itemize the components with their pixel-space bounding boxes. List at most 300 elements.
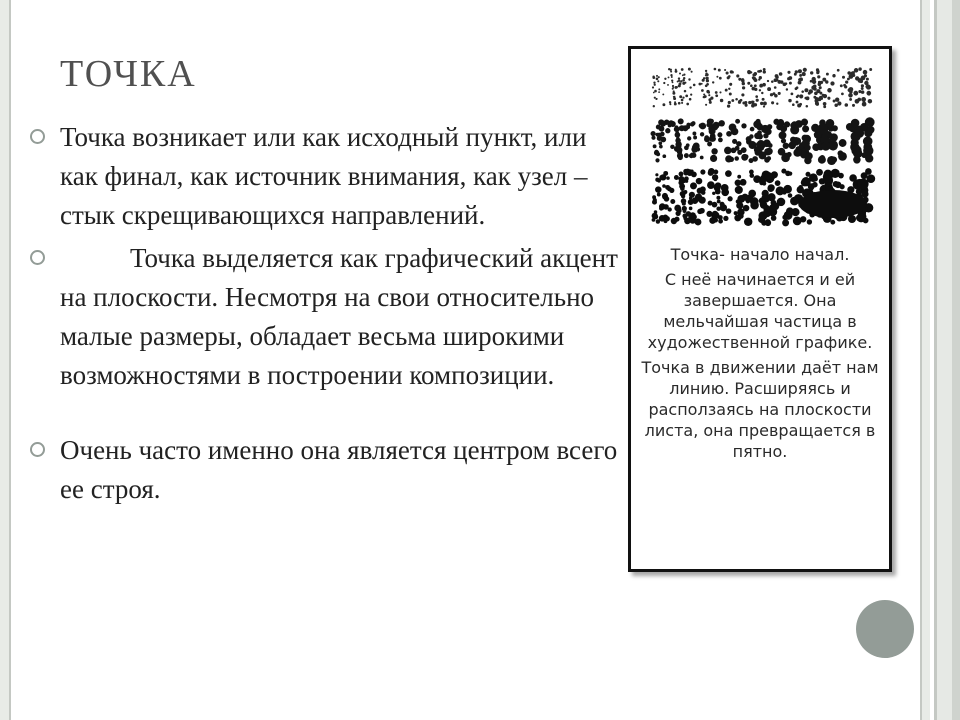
texture-dot	[735, 119, 740, 124]
texture-dot	[692, 132, 696, 136]
texture-dot	[686, 123, 690, 127]
texture-dot	[771, 101, 774, 104]
texture-dot	[869, 68, 872, 71]
texture-dot	[693, 84, 696, 87]
texture-dot	[799, 77, 803, 81]
texture-dot	[788, 193, 793, 198]
texture-dot	[670, 199, 675, 204]
texture-dot	[658, 91, 660, 93]
texture-dot	[757, 134, 763, 140]
texture-dot	[672, 87, 674, 89]
texture-dot	[850, 142, 859, 151]
texture-dot	[660, 121, 666, 127]
texture-dot	[655, 173, 658, 176]
texture-dot	[806, 96, 810, 100]
texture-dot	[670, 74, 672, 76]
texture-dot	[827, 88, 832, 93]
texture-dot	[771, 215, 777, 221]
texture-dot	[760, 102, 763, 105]
texture-dot	[688, 78, 690, 80]
texture-dot	[707, 142, 712, 147]
texture-dot	[735, 146, 740, 151]
texture-dot	[838, 173, 844, 179]
texture-dot	[652, 86, 654, 88]
texture-dot	[854, 68, 859, 73]
texture-dot	[794, 73, 797, 76]
texture-dot	[659, 126, 665, 132]
texture-dot	[786, 88, 788, 90]
texture-dot	[819, 157, 826, 164]
texture-dot	[796, 95, 799, 98]
slide-frame-right	[920, 0, 930, 720]
texture-dot	[737, 195, 745, 203]
texture-dot	[708, 94, 710, 96]
texture-dot	[760, 201, 767, 208]
texture-dot	[682, 96, 684, 98]
texture-dot	[762, 98, 765, 101]
texture-dot	[813, 96, 816, 99]
bullet-item	[30, 118, 620, 235]
texture-dot	[801, 90, 804, 93]
texture-dot	[740, 99, 743, 102]
texture-dot	[755, 95, 758, 98]
texture-dot	[749, 173, 754, 178]
texture-dot	[710, 155, 717, 162]
texture-dot	[761, 92, 763, 94]
texture-dot	[709, 101, 712, 104]
texture-dot	[750, 127, 755, 132]
texture-dot	[706, 90, 709, 93]
texture-dot	[664, 196, 670, 202]
texture-dot	[775, 180, 781, 186]
dot-texture-image	[641, 59, 879, 234]
texture-dot	[819, 126, 828, 135]
texture-dot	[674, 103, 677, 106]
texture-dot	[675, 132, 681, 138]
texture-dot	[674, 86, 677, 89]
texture-dot	[678, 155, 683, 160]
texture-dot	[726, 131, 732, 137]
texture-dot	[788, 76, 792, 80]
texture-dot	[673, 97, 676, 100]
texture-dot	[793, 149, 801, 157]
texture-dot	[772, 203, 780, 211]
texture-dot	[653, 198, 657, 202]
texture-dot	[865, 154, 873, 162]
texture-dot	[663, 171, 668, 176]
texture-dot	[709, 136, 715, 142]
texture-dot	[855, 129, 864, 138]
texture-dot	[680, 187, 685, 192]
texture-dot	[708, 98, 711, 101]
texture-dot	[819, 92, 822, 95]
texture-dot	[852, 104, 855, 107]
texture-dot	[826, 73, 829, 76]
bullet-item	[30, 431, 620, 509]
bullet-circle-icon	[30, 129, 45, 144]
texture-dot	[665, 128, 670, 133]
texture-dot	[691, 214, 697, 220]
texture-dot	[765, 128, 772, 135]
texture-dot	[678, 77, 680, 79]
texture-dot	[823, 105, 826, 108]
texture-dot	[867, 92, 870, 95]
texture-dot	[727, 196, 732, 201]
texture-dot	[712, 174, 718, 180]
texture-dot	[805, 145, 811, 151]
texture-dot	[823, 94, 827, 98]
texture-dot	[783, 185, 792, 194]
texture-dot	[759, 89, 761, 91]
texture-dot	[689, 207, 693, 211]
texture-dot	[692, 197, 699, 204]
texture-dot	[715, 91, 718, 94]
texture-dot	[835, 98, 839, 102]
texture-dot	[663, 82, 665, 84]
texture-dot	[809, 186, 814, 191]
caption-line-3: Точка в движении даёт нам линию. Расширяясь и расползаясь на плоскости листа, она превращается в пятно.	[641, 358, 879, 461]
texture-dot	[700, 132, 704, 136]
texture-dot	[740, 179, 747, 186]
texture-dot	[674, 175, 679, 180]
texture-dot	[839, 139, 847, 147]
texture-dot	[686, 103, 689, 106]
texture-dot	[653, 92, 655, 94]
texture-dot	[848, 93, 853, 98]
texture-dot	[653, 144, 657, 148]
texture-dot	[779, 72, 783, 76]
texture-dot	[706, 211, 712, 217]
texture-dot	[807, 219, 812, 224]
texture-dot	[750, 201, 759, 210]
texture-dot	[770, 93, 773, 96]
texture-dot	[684, 90, 687, 93]
texture-dot	[780, 125, 787, 132]
texture-dot	[655, 178, 659, 182]
texture-dot	[729, 93, 732, 96]
bullet-text: Точка выделяется как графический акцент на плоскости. Несмотря на свои относительно малые размеры, обладает весьма широкими возможностями в построении композиции.	[60, 243, 618, 390]
texture-dot	[802, 179, 808, 185]
texture-dot	[711, 148, 717, 154]
texture-dot	[741, 93, 744, 96]
texture-dot	[684, 82, 686, 84]
texture-dot	[651, 131, 656, 136]
texture-dot	[783, 143, 789, 149]
texture-dot	[748, 190, 756, 198]
texture-dot	[705, 70, 707, 72]
texture-dot	[800, 216, 806, 222]
texture-dot	[725, 170, 732, 177]
texture-dot	[688, 68, 691, 71]
texture-dot	[820, 97, 823, 100]
texture-dot	[774, 86, 777, 89]
texture-dot	[715, 182, 722, 189]
texture-dot	[768, 143, 773, 148]
texture-dot	[763, 209, 771, 217]
texture-dot	[857, 213, 866, 222]
texture-dot	[726, 208, 732, 214]
texture-dot	[690, 93, 692, 95]
texture-dot	[663, 204, 669, 210]
texture-dot	[822, 78, 826, 82]
texture-dot	[708, 201, 713, 206]
texture-dot	[655, 186, 661, 192]
texture-dot	[690, 122, 695, 127]
texture-dot	[818, 82, 822, 86]
texture-dot	[799, 103, 802, 106]
texture-dot	[658, 88, 660, 90]
bullet-text: Точка возникает или как исходный пункт, или как финал, как источник внимания, как узел – стык скрещивающихся направлений.	[60, 122, 588, 230]
texture-dot	[855, 99, 860, 104]
texture-dot	[744, 101, 747, 104]
texture-dot	[790, 137, 796, 143]
texture-dot	[716, 196, 720, 200]
texture-dot	[714, 68, 717, 71]
texture-dot	[655, 98, 657, 100]
texture-blot	[799, 190, 867, 218]
texture-dot	[705, 104, 707, 106]
texture-dot	[792, 127, 799, 134]
texture-dot	[724, 69, 726, 71]
texture-dot	[774, 94, 778, 98]
bullet-text: Очень часто именно она является центром всего ее строя.	[60, 435, 618, 504]
texture-dot	[708, 170, 714, 176]
texture-dot	[681, 194, 685, 198]
slide-frame-left	[0, 0, 11, 720]
texture-dot	[706, 79, 709, 82]
texture-dot	[655, 158, 659, 162]
texture-dot	[843, 84, 846, 87]
texture-dot	[679, 73, 681, 75]
texture-dot	[799, 74, 802, 77]
texture-dot	[864, 81, 868, 85]
texture-dot	[862, 101, 865, 104]
texture-dot	[861, 97, 866, 102]
texture-dot	[699, 208, 705, 214]
texture-dot	[683, 209, 687, 213]
texture-dot	[704, 95, 707, 98]
texture-dot	[683, 217, 687, 221]
texture-dot	[768, 184, 775, 191]
texture-dot	[765, 172, 773, 180]
texture-dot	[687, 136, 691, 140]
texture-dot	[678, 209, 682, 213]
texture-dot	[845, 103, 849, 107]
texture-dot	[670, 71, 672, 73]
texture-dot	[748, 101, 751, 104]
texture-dot	[654, 90, 657, 93]
texture-dot	[754, 78, 758, 82]
texture-dot	[758, 78, 760, 80]
texture-dot	[702, 79, 704, 81]
texture-dot	[741, 123, 746, 128]
texture-dot	[795, 87, 798, 90]
texture-dot	[720, 99, 723, 102]
texture-dot	[861, 76, 866, 81]
texture-dot	[678, 102, 681, 105]
texture-dot	[684, 153, 689, 158]
texture-dot	[667, 84, 669, 86]
texture-dot	[763, 70, 766, 73]
texture-dot	[728, 88, 730, 90]
texture-dot	[681, 68, 684, 71]
texture-dot	[656, 77, 659, 80]
texture-dot	[671, 76, 673, 78]
texture-dot	[738, 213, 743, 218]
texture-dot	[767, 156, 772, 161]
texture-dot	[670, 121, 676, 127]
texture-dot	[816, 169, 823, 176]
texture-dot	[651, 136, 655, 140]
texture-dot	[718, 120, 724, 126]
texture-dot	[689, 153, 694, 158]
texture-dot	[716, 207, 720, 211]
texture-dot	[683, 73, 685, 75]
texture-dot	[731, 71, 734, 74]
texture-dot	[863, 136, 873, 146]
texture-dot	[858, 90, 861, 93]
texture-dot	[668, 68, 670, 70]
texture-dot	[703, 77, 705, 79]
texture-dot	[823, 102, 827, 106]
texture-dot	[679, 172, 684, 177]
texture-dot	[809, 89, 813, 93]
texture-dot	[861, 172, 868, 179]
texture-dot	[788, 99, 791, 102]
texture-dot	[657, 193, 661, 197]
texture-dot	[660, 137, 666, 143]
texture-dot	[727, 104, 730, 107]
texture-dot	[763, 68, 766, 71]
texture-dot	[742, 82, 745, 85]
texture-dot	[662, 103, 665, 106]
texture-dot	[689, 192, 695, 198]
texture-dot	[805, 152, 813, 160]
texture-dot	[716, 76, 718, 78]
texture-dot	[680, 80, 682, 82]
texture-dot	[653, 105, 655, 107]
texture-dot	[689, 98, 692, 101]
texture-dot	[781, 153, 790, 162]
texture-dot	[672, 85, 674, 87]
slide-frame-edge	[952, 0, 960, 720]
texture-dot	[795, 120, 803, 128]
texture-dot	[683, 190, 687, 194]
texture-dot	[690, 169, 693, 172]
texture-dot	[799, 94, 803, 98]
texture-dot	[706, 73, 709, 76]
texture-dot	[652, 76, 655, 79]
texture-dot	[664, 219, 668, 223]
texture-dot	[718, 219, 723, 224]
texture-dot	[662, 184, 666, 188]
texture-dot	[816, 68, 819, 71]
texture-dot	[782, 219, 789, 226]
texture-dot	[731, 128, 739, 136]
texture-dot	[754, 84, 757, 87]
bullet-circle-icon	[30, 442, 45, 457]
texture-dot	[756, 99, 759, 102]
texture-dot	[671, 79, 673, 81]
texture-dot	[744, 218, 752, 226]
texture-dot	[762, 181, 766, 185]
texture-dot	[763, 101, 767, 105]
texture-dot	[744, 154, 748, 158]
texture-dot	[701, 89, 704, 92]
texture-dot	[742, 86, 745, 89]
texture-dot	[720, 202, 725, 207]
bullet-circle-icon	[30, 250, 45, 265]
texture-dot	[765, 220, 771, 226]
texture-dot	[845, 80, 848, 83]
texture-dot	[861, 190, 868, 197]
texture-dot	[802, 135, 809, 142]
texture-dot	[696, 147, 700, 151]
texture-dot	[830, 220, 835, 225]
texture-dot	[726, 71, 729, 74]
texture-dot	[790, 197, 799, 206]
texture-dot	[670, 145, 674, 149]
texture-dot	[821, 142, 830, 151]
texture-dot	[721, 184, 729, 192]
texture-dot	[707, 122, 712, 127]
texture-dot	[858, 67, 861, 70]
texture-dot	[659, 145, 663, 149]
texture-dot	[743, 205, 750, 212]
texture-dot	[657, 80, 659, 82]
texture-dot	[816, 71, 819, 74]
texture-dot	[734, 211, 738, 215]
texture-dot	[791, 208, 799, 216]
texture-dot	[678, 80, 680, 82]
texture-dot	[685, 95, 688, 98]
texture-dot	[775, 74, 779, 78]
texture-dot	[802, 125, 809, 132]
texture-dot	[830, 81, 834, 85]
texture-dot	[778, 92, 781, 95]
texture-dot	[861, 84, 864, 87]
texture-dot	[706, 83, 709, 86]
texture-dot	[776, 186, 785, 195]
texture-dot	[662, 93, 664, 95]
texture-dot	[750, 84, 753, 87]
texture-dot	[737, 175, 741, 179]
texture-dot	[717, 132, 722, 137]
texture-dot	[868, 99, 873, 104]
texture-dot	[785, 171, 790, 176]
texture-dot	[652, 213, 658, 219]
texture-dot	[690, 182, 697, 189]
texture-dot	[863, 70, 868, 75]
texture-dot	[714, 170, 719, 175]
texture-dot	[689, 86, 691, 88]
texture-dot	[666, 176, 670, 180]
texture-dot	[855, 76, 859, 80]
texture-dot	[654, 84, 656, 86]
texture-dot	[718, 69, 721, 72]
texture-dot	[700, 156, 704, 160]
texture-dot	[662, 154, 666, 158]
texture-dot	[817, 75, 820, 78]
texture-dot	[719, 91, 721, 93]
dots-illustration	[628, 46, 892, 572]
texture-dot	[837, 69, 840, 72]
texture-dot	[752, 103, 755, 106]
texture-dot	[654, 97, 656, 99]
texture-dot	[664, 78, 666, 80]
texture-dot	[757, 70, 759, 72]
texture-dot	[802, 72, 806, 76]
